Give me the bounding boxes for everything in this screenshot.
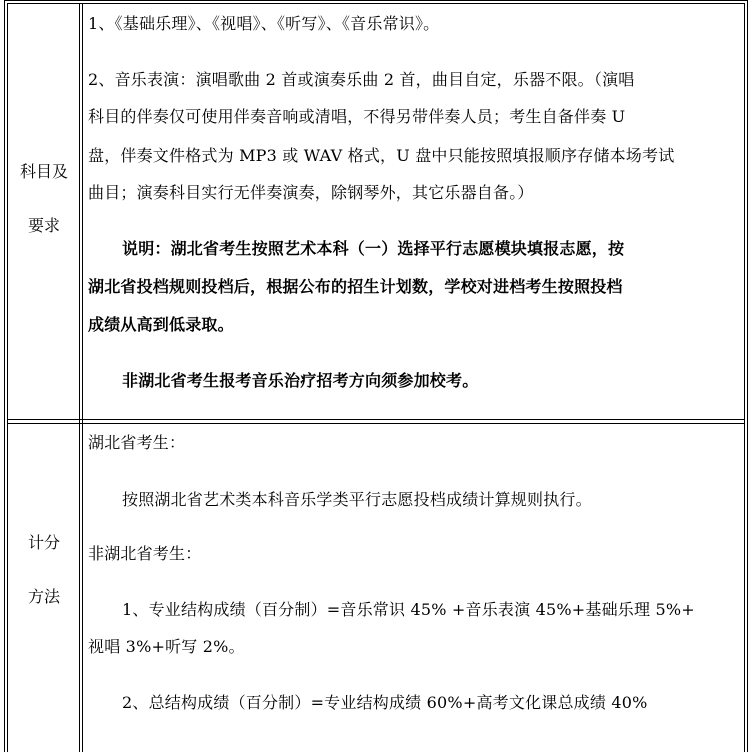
section-label-line: 要求 [27, 216, 60, 235]
note-line: 说明：湖北省考生按照艺术本科（一）选择平行志愿模块填报志愿，按 [122, 239, 625, 258]
table-border-right-inner [744, 3, 745, 752]
performance-line: 盘，伴奏文件格式为 MP3 或 WAV 格式，U 盘中只能按照填报顺序存储本场考试 [88, 146, 675, 165]
row-divider-a [7, 419, 745, 420]
column-divider-right [82, 3, 83, 752]
scoring-item-1-cont: 视唱 3%+听写 2%。 [88, 637, 245, 656]
note-line: 湖北省投档规则投档后，根据公布的招生计划数，学校对进档考生按照投档 [88, 277, 623, 296]
section-label-scoring [10, 516, 78, 624]
table-border-left-inner [7, 3, 8, 752]
scoring-item-1: 1、专业结构成绩（百分制）=音乐常识 45% +音乐表演 45%+基础乐理 5%+ [122, 600, 695, 619]
section-label-line: 方法 [27, 587, 60, 606]
performance-line: 科目的伴奏仅可使用伴奏音响或清唱，不得另带伴奏人员；考生自备伴奏 U [88, 107, 626, 126]
column-divider-left [79, 3, 80, 752]
table-border-top-outer [4, 0, 748, 1]
note-line: 成绩从高到低录取。 [88, 315, 234, 334]
table-border-right-outer [747, 0, 748, 752]
section-label-subjects [10, 145, 78, 253]
row-divider-b [7, 423, 745, 424]
non-hubei-heading: 非湖北省考生： [88, 544, 202, 563]
scoring-item-2: 2、总结构成绩（百分制）=专业结构成绩 60%+高考文化课总成绩 40% [122, 693, 648, 712]
exam-subjects-line: 1、《基础乐理》、《视唱》、《听写》、《音乐常识》。 [88, 14, 440, 33]
final-note: 非湖北省考生报考音乐治疗招考方向须参加校考。 [122, 371, 479, 390]
section-label-line: 计分 [27, 533, 60, 552]
section-label-line: 科目及 [19, 162, 68, 181]
performance-line: 曲目；演奏科目实行无伴奏演奏，除钢琴外，其它乐器自备。） [88, 183, 534, 202]
performance-line: 2、音乐表演：演唱歌曲 2 首或演奏乐曲 2 首，曲目自定，乐器不限。（演唱 [88, 70, 635, 89]
table-border-left-outer [4, 0, 5, 752]
table-border-top-inner [7, 3, 745, 4]
hubei-text: 按照湖北省艺术类本科音乐学类平行志愿投档成绩计算规则执行。 [122, 490, 592, 509]
hubei-heading: 湖北省考生： [88, 433, 186, 452]
